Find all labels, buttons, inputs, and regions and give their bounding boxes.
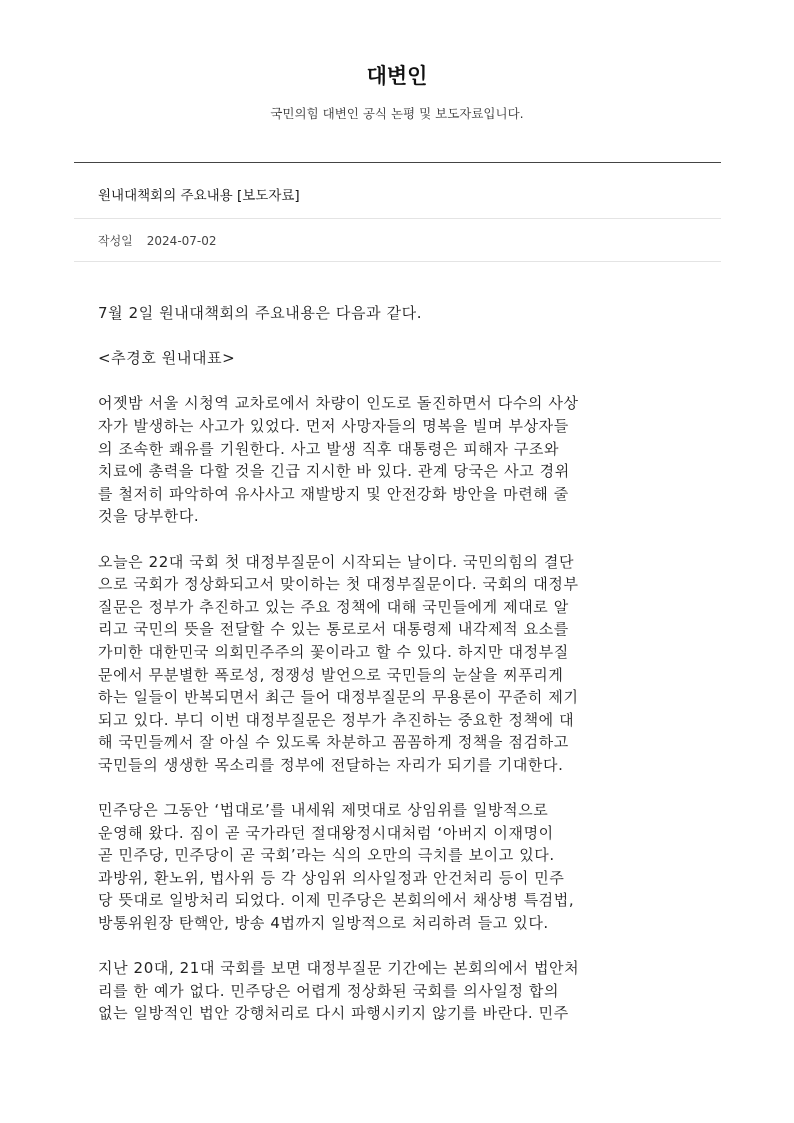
meta-divider — [74, 261, 721, 262]
paragraph-speaker: <추경호 원내대표> — [98, 349, 236, 368]
paragraph-accident: 어젯밤 서울 시청역 교차로에서 차량이 인도로 돌진하면서 다수의 사상 자가 발생하는 사고가 있었다. 먼저 사망자들의 명복을 빌며 부상자들 의 조속한 쾌유를 기원한다. 사고 발생 직후 대통령은 피해자 구조와 치료에 총력을 다할 것을 긴급 지시한 바 있다. 관계 당국은 사고 경위 를 철저히 파악하여 유사사고 재발방지 및 안전강화 방안을 마련해 줄 것을 당부한다. — [98, 394, 579, 526]
date-label: 작성일 — [98, 234, 133, 248]
paragraph-past-assemblies: 지난 20대, 21대 국회를 보면 대정부질문 기간에는 본회의에서 법안처 리를 한 예가 없다. 민주당은 어렵게 정상화된 국회를 의사일정 합의 없는 일방적인 법안 강행처리로 다시 파행시키지 않기를 바란다. 민주 — [98, 959, 580, 1023]
post-meta — [98, 232, 217, 249]
site-title[interactable]: 대변인 — [366, 64, 428, 88]
post-title: 원내대책회의 주요내용 [보도자료] — [98, 188, 300, 204]
post-date: 2024-07-02 — [146, 234, 217, 248]
site-subtitle: 국민의힘 대변인 공식 논평 및 보도자료입니다. — [270, 106, 524, 121]
paragraph-interpellation: 오늘은 22대 국회 첫 대정부질문이 시작되는 날이다. 국민의힘의 결단 으로 국회가 정상화되고서 맞이하는 첫 대정부질문이다. 국회의 대정부 질문은 정부가 추진하고 있는 주요 정책에 대해 국민들에게 제대로 알 리고 국민의 뜻을 전달할 수 있는 통로로서 대통령제 내각제적 요소를 가미한 대한민국 의회민주주의 꽃이라고 할 수 있다. 하지만 대정부질 문에서 무분별한 폭로성, 정쟁성 발언으로 국민들의 눈살을 찌푸리게 하는 일들이 반복되면서 최근 들어 대정부질문의 무용론이 꾸준히 제기 되고 있다. 부디 이번 대정부질문은 정부가 추진하는 중요한 정책에 대 해 국민들께서 잘 아실 수 있도록 차분하고 꼼꼼하게 정책을 점검하고 국민들의 생생한 목소리를 정부에 전달하는 자리가 되기를 기대한다. — [98, 552, 579, 774]
header-divider — [74, 162, 721, 163]
paragraph-intro: 7월 2일 원내대책회의 주요내용은 다음과 같다. — [98, 304, 423, 322]
title-divider — [74, 218, 721, 219]
article-body — [98, 302, 698, 1048]
paragraph-democratic-party: 민주당은 그동안 ‘법대로’를 내세워 제멋대로 상임위를 일방적으로 운영해 왔다. 짐이 곧 국가라던 절대왕정시대처럼 ‘아버지 이재명이 곧 민주당, 민주당이 곧 국회’라는 식의 오만의 극치를 보이고 있다. 과방위, 환노위, 법사위 등 각 상임위 의사일정과 안건처리 등이 민주 당 뜻대로 일방처리 되었다. 이제 민주당은 본회의에서 채상병 특검법, 방통위원장 탄핵안, 방송 4법까지 일방적으로 처리하려 들고 있다. — [98, 801, 575, 933]
